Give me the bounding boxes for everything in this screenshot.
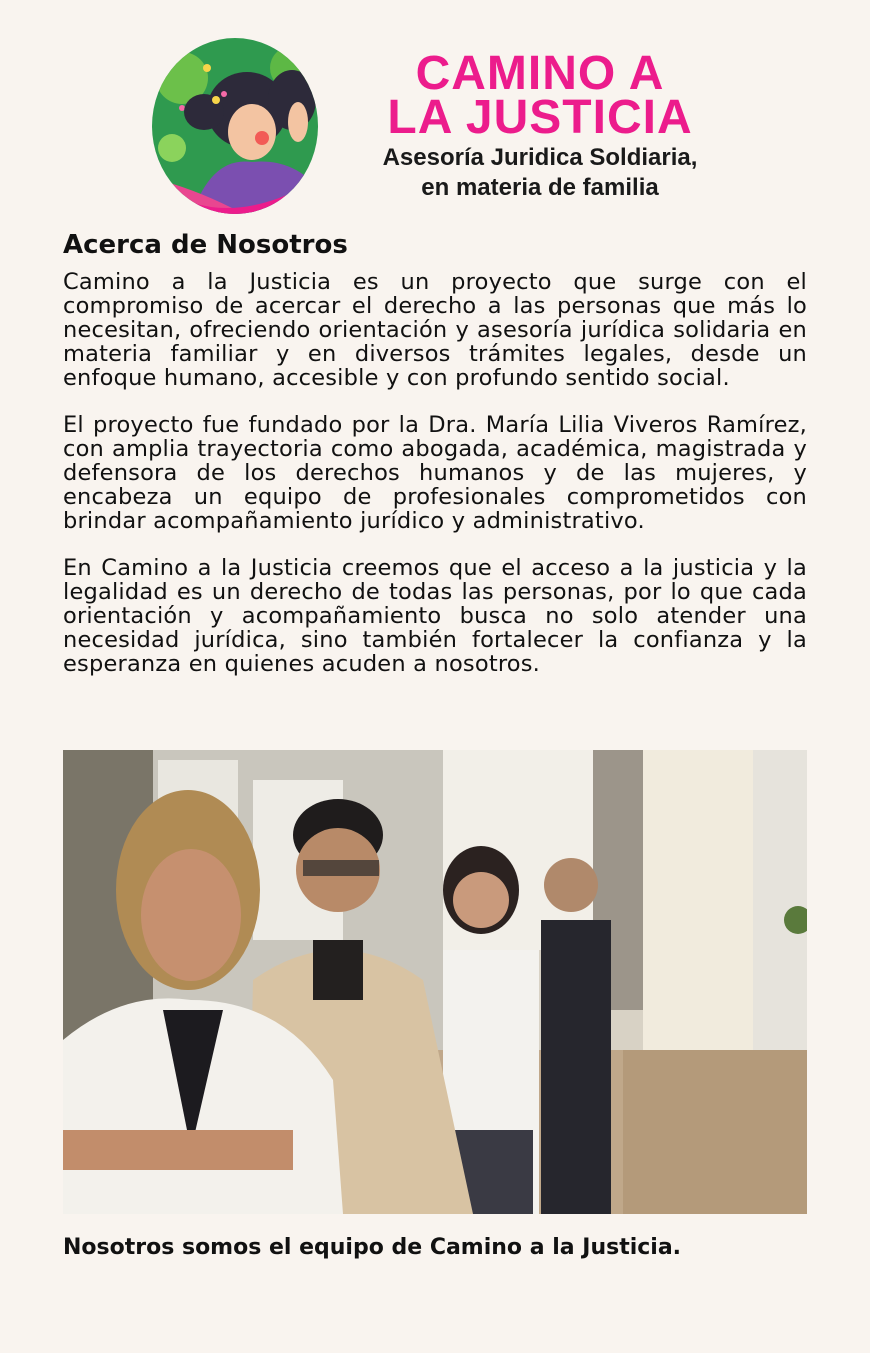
team-photo [63,750,807,1214]
about-paragraph-3: En Camino a la Justicia creemos que el acceso a la justicia y la legalidad es un derecho de todas las personas, por lo que cada orientación y acompañamiento busca no solo atender una necesidad jurídica, sino también fortalecer la confianza y la esperanza en quienes acuden a nosotros. [63,555,807,677]
photo-caption: Nosotros somos el equipo de Camino a la Justicia. [63,1235,682,1260]
about-paragraph-1: Camino a la Justicia es un proyecto que surge con el compromiso de acercar el derecho a las personas que más lo necesitan, ofreciendo orientación y asesoría jurídica solidaria en materia familiar y en diversos trámites legales, desde un enfoque humano, accesible y con profundo sentido social. [63,269,807,391]
brand-logo [152,38,318,214]
about-section [63,228,807,699]
section-heading: Acerca de Nosotros [63,230,348,260]
brand-title-line1: CAMINO A [415,47,665,100]
about-paragraph-2: El proyecto fue fundado por la Dra. María Lilia Viveros Ramírez, con amplia trayectoria como abogada, académica, magistrada y defensora de los derechos humanos y de las mujeres, y encabeza un equipo de profesionales comprometidos con brindar acompañamiento jurídico y administrativo. [63,412,807,534]
brand-block [340,47,740,201]
brand-title-line2: LA JUSTICIA [387,91,693,144]
page-header [0,0,870,230]
tagline-line2: en materia de familia [421,174,659,201]
tagline-line1: Asesoría Juridica Soldiaria, [382,144,698,171]
